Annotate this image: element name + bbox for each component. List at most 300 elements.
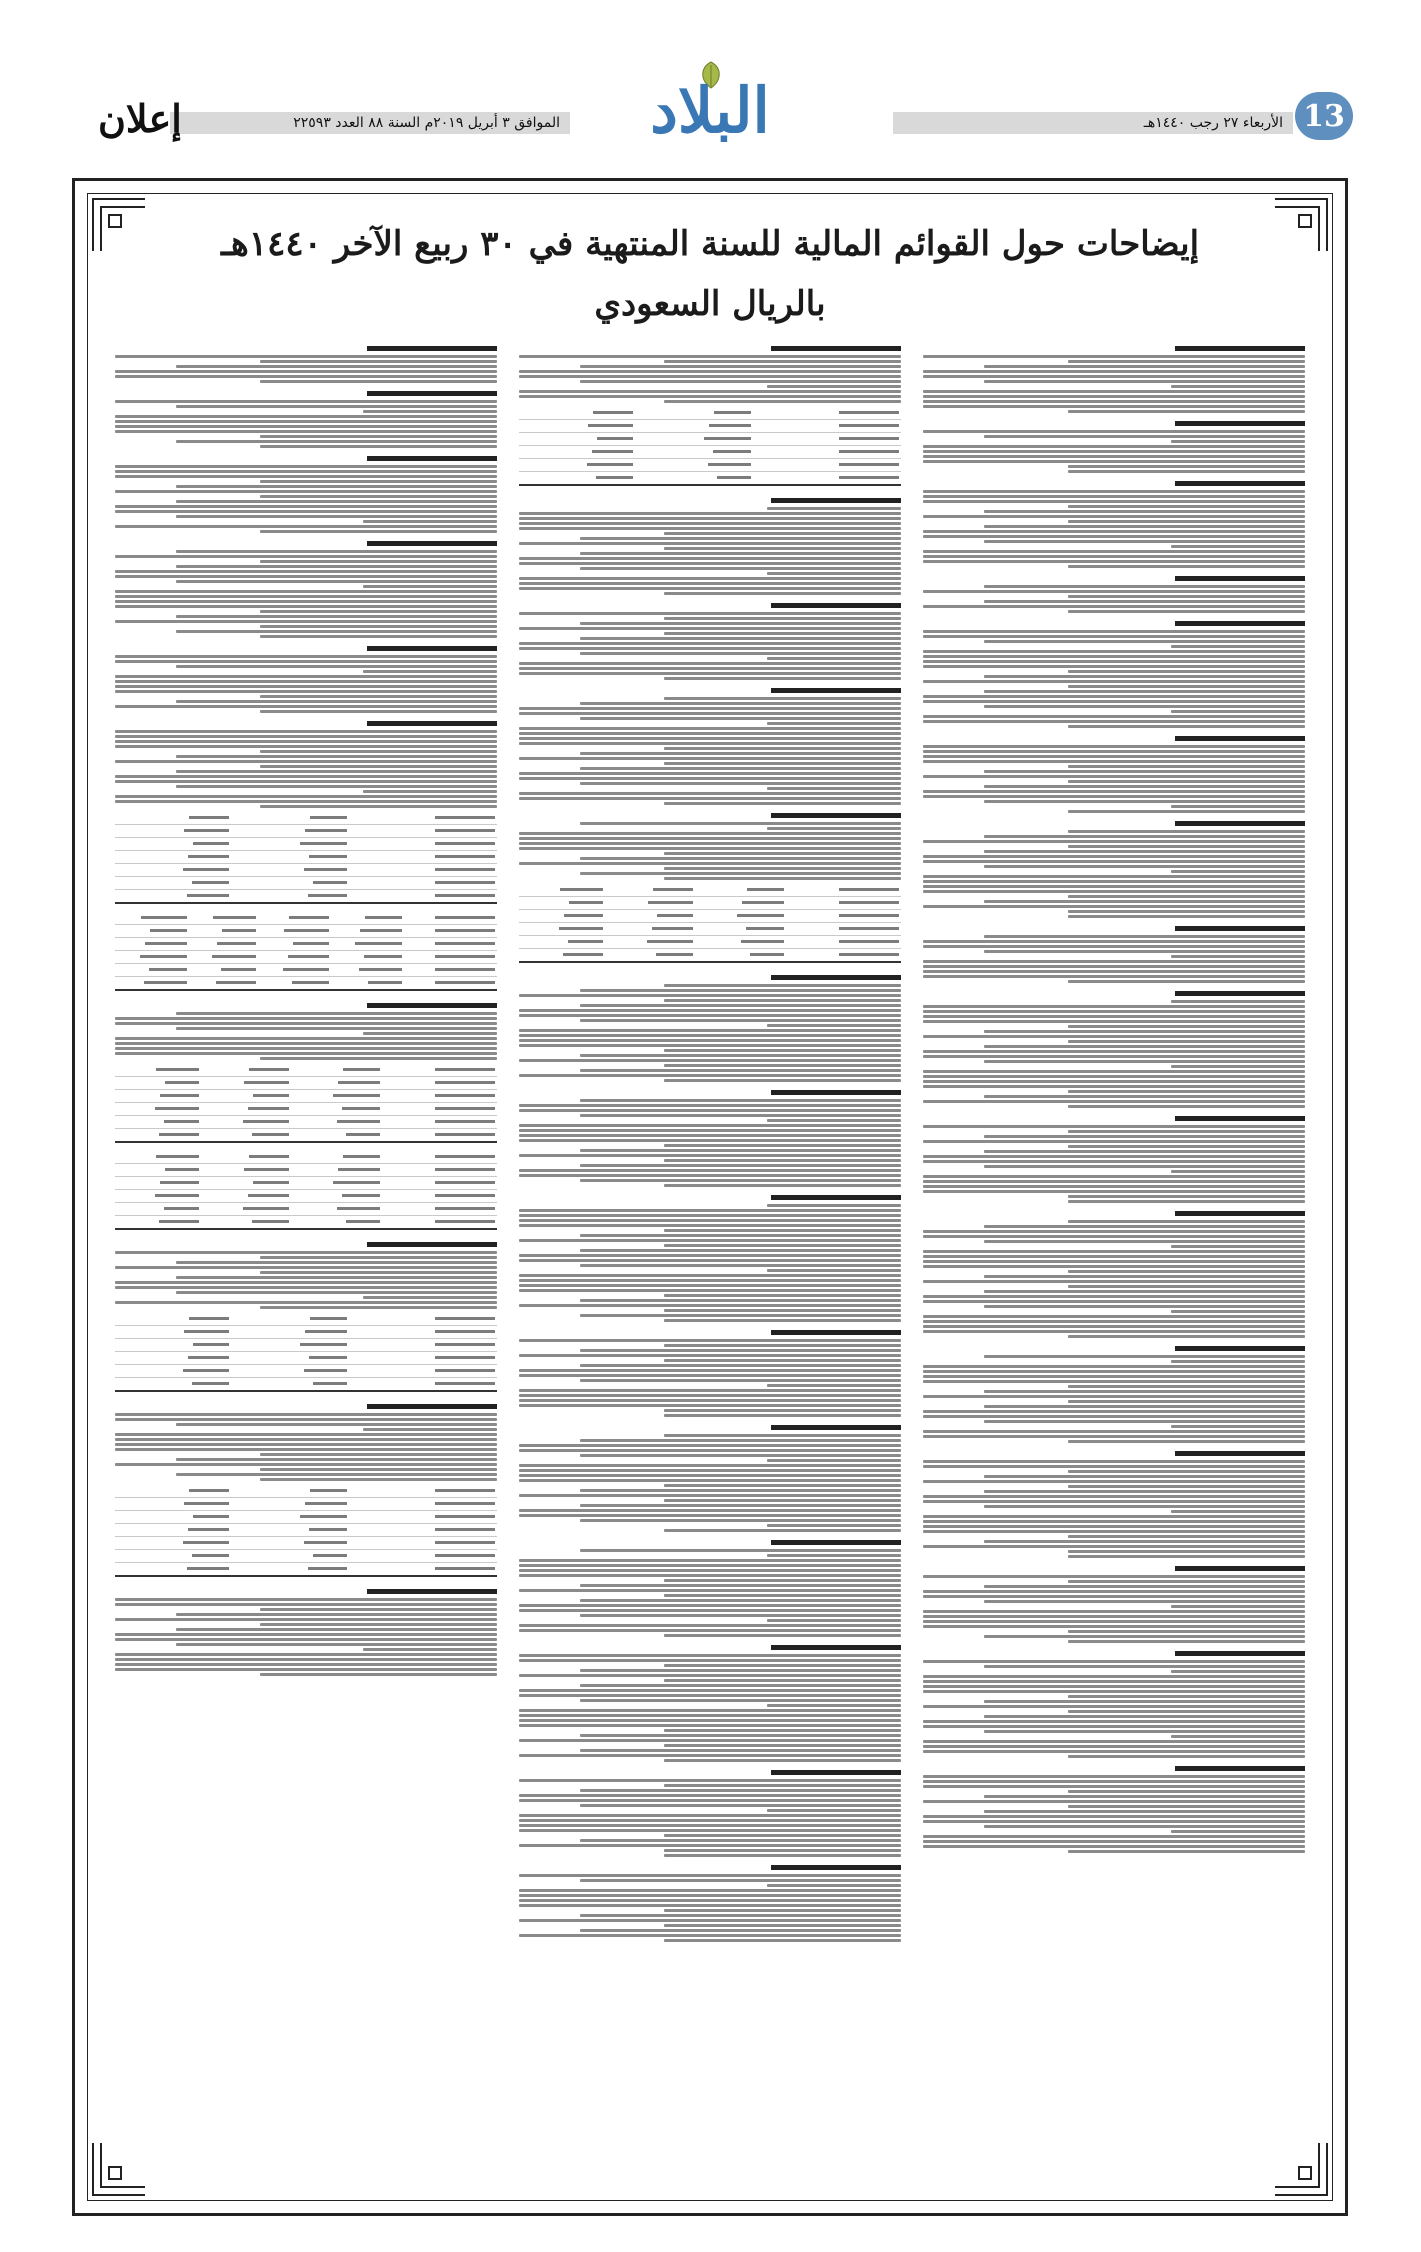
text-line-placeholder	[260, 480, 497, 483]
text-line-placeholder	[519, 1274, 901, 1277]
text-line-placeholder	[176, 500, 497, 503]
text-line-placeholder	[115, 1633, 497, 1636]
text-line-placeholder	[580, 622, 901, 625]
text-line-placeholder	[519, 1919, 901, 1922]
text-line-placeholder	[519, 1494, 901, 1497]
text-line-placeholder	[923, 1785, 1305, 1788]
text-line-placeholder	[260, 805, 497, 808]
text-line-placeholder	[176, 770, 497, 773]
note-heading-placeholder	[923, 1112, 1305, 1123]
text-line-placeholder	[1171, 1670, 1305, 1673]
text-line-placeholder	[260, 530, 497, 533]
text-line-placeholder	[115, 735, 497, 738]
text-line-placeholder	[580, 767, 901, 770]
text-line-placeholder	[260, 1453, 497, 1456]
text-line-placeholder	[923, 530, 1305, 533]
text-line-placeholder	[519, 1029, 901, 1032]
text-line-placeholder	[580, 1054, 901, 1057]
text-line-placeholder	[923, 940, 1305, 943]
text-line-placeholder	[115, 1413, 497, 1416]
advertisement-title: إيضاحات حول القوائم المالية للسنة المنتهية في ٣٠ ربيع الآخر ١٤٤٠هـ	[220, 224, 1200, 264]
text-line-placeholder	[115, 800, 497, 803]
text-line-placeholder	[519, 1714, 901, 1717]
text-line-placeholder	[923, 1015, 1305, 1018]
text-line-placeholder	[115, 685, 497, 688]
note-heading-placeholder	[923, 1342, 1305, 1353]
text-line-placeholder	[519, 1894, 901, 1897]
text-line-placeholder	[923, 590, 1305, 593]
text-line-placeholder	[1171, 1065, 1305, 1068]
text-line-placeholder	[260, 1271, 497, 1274]
text-line-placeholder	[1068, 595, 1305, 598]
text-line-placeholder	[1068, 505, 1305, 508]
text-line-placeholder	[664, 1409, 901, 1412]
text-line-placeholder	[984, 585, 1305, 588]
text-line-placeholder	[519, 1569, 901, 1572]
text-line-placeholder	[519, 737, 901, 740]
text-line-placeholder	[363, 670, 497, 673]
text-line-placeholder	[923, 1370, 1305, 1373]
text-line-placeholder	[664, 1344, 901, 1347]
text-line-placeholder	[519, 1129, 901, 1132]
text-line-placeholder	[519, 1104, 901, 1107]
text-line-placeholder	[115, 470, 497, 473]
text-line-placeholder	[115, 590, 497, 593]
text-line-placeholder	[923, 1520, 1305, 1523]
text-line-placeholder	[923, 965, 1305, 968]
text-line-placeholder	[580, 1149, 901, 1152]
text-line-placeholder	[115, 1022, 497, 1025]
text-line-placeholder	[519, 522, 901, 525]
text-line-placeholder	[923, 1845, 1305, 1848]
text-line-placeholder	[580, 1914, 901, 1917]
logo-wordmark: البلاد	[650, 74, 770, 147]
text-line-placeholder	[580, 1249, 901, 1252]
text-line-placeholder	[115, 655, 497, 658]
page-number-badge: 13	[1295, 92, 1353, 140]
note-heading-placeholder	[115, 999, 497, 1010]
text-line-placeholder	[519, 667, 901, 670]
text-line-placeholder	[1171, 1605, 1305, 1608]
text-line-placeholder	[923, 355, 1305, 358]
note-heading-placeholder	[519, 971, 901, 982]
text-line-placeholder	[115, 355, 497, 358]
text-line-placeholder	[519, 1659, 901, 1662]
text-line-placeholder	[923, 1230, 1305, 1233]
text-line-placeholder	[923, 1035, 1305, 1038]
text-line-placeholder	[923, 1255, 1305, 1258]
notes-column-right	[923, 339, 1305, 2173]
text-line-placeholder	[519, 1074, 901, 1077]
text-line-placeholder	[923, 945, 1305, 948]
text-line-placeholder	[519, 1284, 901, 1287]
text-line-placeholder	[984, 365, 1305, 368]
text-line-placeholder	[664, 547, 901, 550]
text-line-placeholder	[664, 400, 901, 403]
text-line-placeholder	[923, 1280, 1305, 1283]
corner-ornament-icon	[91, 197, 147, 253]
text-line-placeholder	[115, 660, 497, 663]
text-block-placeholder	[115, 355, 497, 383]
text-line-placeholder	[1068, 1790, 1305, 1793]
text-line-placeholder	[1068, 1850, 1305, 1853]
text-line-placeholder	[115, 1603, 497, 1606]
text-block-placeholder	[115, 655, 497, 713]
text-line-placeholder	[923, 1815, 1305, 1818]
text-line-placeholder	[984, 1030, 1305, 1033]
text-line-placeholder	[176, 1012, 497, 1015]
text-line-placeholder	[1068, 685, 1305, 688]
text-line-placeholder	[115, 680, 497, 683]
text-block-placeholder	[519, 1779, 901, 1857]
note-heading-placeholder	[923, 477, 1305, 488]
text-line-placeholder	[115, 1658, 497, 1661]
text-line-placeholder	[519, 1889, 901, 1892]
text-line-placeholder	[664, 1309, 901, 1312]
text-line-placeholder	[923, 370, 1305, 373]
text-line-placeholder	[363, 520, 497, 523]
text-line-placeholder	[1068, 1385, 1305, 1388]
text-line-placeholder	[923, 430, 1305, 433]
text-block-placeholder	[923, 630, 1305, 728]
text-line-placeholder	[519, 672, 901, 675]
text-line-placeholder	[519, 1564, 901, 1567]
text-line-placeholder	[1171, 805, 1305, 808]
text-line-placeholder	[1171, 870, 1305, 873]
text-line-placeholder	[1068, 1220, 1305, 1223]
text-line-placeholder	[984, 640, 1305, 643]
text-block-placeholder	[923, 490, 1305, 568]
text-line-placeholder	[664, 1924, 901, 1927]
text-line-placeholder	[519, 1339, 901, 1342]
text-line-placeholder	[519, 837, 901, 840]
note-heading-placeholder	[923, 1447, 1305, 1458]
text-line-placeholder	[580, 1004, 901, 1007]
text-line-placeholder	[923, 605, 1305, 608]
text-line-placeholder	[519, 517, 901, 520]
text-line-placeholder	[984, 1635, 1305, 1638]
text-line-placeholder	[923, 790, 1305, 793]
text-line-placeholder	[923, 1625, 1305, 1628]
text-line-placeholder	[363, 410, 497, 413]
text-line-placeholder	[580, 1599, 901, 1602]
text-line-placeholder	[984, 540, 1305, 543]
text-line-placeholder	[984, 1095, 1305, 1098]
text-line-placeholder	[519, 1209, 901, 1212]
text-line-placeholder	[519, 562, 901, 565]
text-line-placeholder	[984, 850, 1305, 853]
text-line-placeholder	[923, 660, 1305, 663]
text-line-placeholder	[984, 690, 1305, 693]
text-line-placeholder	[519, 1559, 901, 1562]
text-line-placeholder	[664, 532, 901, 535]
text-line-placeholder	[664, 747, 901, 750]
text-line-placeholder	[767, 1269, 901, 1272]
text-line-placeholder	[923, 1750, 1305, 1753]
text-line-placeholder	[1068, 810, 1305, 813]
text-line-placeholder	[1171, 1425, 1305, 1428]
text-line-placeholder	[984, 835, 1305, 838]
text-line-placeholder	[580, 1749, 901, 1752]
text-line-placeholder	[1171, 1170, 1305, 1173]
text-line-placeholder	[1068, 1040, 1305, 1043]
text-line-placeholder	[984, 525, 1305, 528]
text-line-placeholder	[519, 1014, 901, 1017]
text-line-placeholder	[519, 1389, 901, 1392]
text-line-placeholder	[923, 445, 1305, 448]
text-line-placeholder	[519, 370, 901, 373]
text-line-placeholder	[519, 1354, 901, 1357]
text-line-placeholder	[1068, 565, 1305, 568]
text-line-placeholder	[1171, 645, 1305, 648]
text-line-placeholder	[260, 495, 497, 498]
text-line-placeholder	[1171, 1510, 1305, 1513]
text-line-placeholder	[1068, 1755, 1305, 1758]
advertisement-frame	[72, 178, 1348, 2216]
note-heading-placeholder	[115, 342, 497, 353]
text-line-placeholder	[260, 1468, 497, 1471]
text-line-placeholder	[923, 490, 1305, 493]
text-line-placeholder	[923, 1185, 1305, 1188]
text-line-placeholder	[923, 665, 1305, 668]
text-line-placeholder	[923, 1610, 1305, 1613]
text-line-placeholder	[519, 587, 901, 590]
text-line-placeholder	[519, 1139, 901, 1142]
text-line-placeholder	[664, 1049, 901, 1052]
text-line-placeholder	[923, 880, 1305, 883]
text-line-placeholder	[923, 630, 1305, 633]
text-line-placeholder	[260, 625, 497, 628]
text-block-placeholder	[923, 1775, 1305, 1853]
text-line-placeholder	[984, 1420, 1305, 1423]
text-line-placeholder	[923, 975, 1305, 978]
text-line-placeholder	[580, 822, 901, 825]
text-line-placeholder	[923, 555, 1305, 558]
text-line-placeholder	[115, 1598, 497, 1601]
text-line-placeholder	[664, 697, 901, 700]
text-line-placeholder	[115, 1266, 497, 1269]
text-line-placeholder	[923, 550, 1305, 553]
text-block-placeholder	[519, 1874, 901, 1942]
text-line-placeholder	[923, 1775, 1305, 1778]
text-line-placeholder	[580, 872, 901, 875]
text-line-placeholder	[984, 1405, 1305, 1408]
text-line-placeholder	[519, 390, 901, 393]
text-line-placeholder	[923, 535, 1305, 538]
text-block-placeholder	[923, 1575, 1305, 1643]
section-title: إعلان	[98, 96, 182, 141]
text-line-placeholder	[984, 1810, 1305, 1813]
text-line-placeholder	[1068, 410, 1305, 413]
text-line-placeholder	[580, 1549, 901, 1552]
text-line-placeholder	[664, 1294, 901, 1297]
text-line-placeholder	[580, 1614, 901, 1617]
text-line-placeholder	[115, 690, 497, 693]
text-line-placeholder	[115, 760, 497, 763]
text-line-placeholder	[664, 1854, 901, 1857]
text-line-placeholder	[176, 1643, 497, 1646]
text-line-placeholder	[519, 1169, 901, 1172]
text-line-placeholder	[115, 1017, 497, 1020]
text-line-placeholder	[580, 537, 901, 540]
text-line-placeholder	[115, 1047, 497, 1050]
note-heading-placeholder	[519, 1861, 901, 1872]
text-line-placeholder	[115, 575, 497, 578]
text-line-placeholder	[580, 1234, 901, 1237]
text-line-placeholder	[519, 612, 901, 615]
text-line-placeholder	[176, 580, 497, 583]
note-heading-placeholder	[115, 537, 497, 548]
text-block-placeholder	[923, 935, 1305, 983]
text-line-placeholder	[519, 512, 901, 515]
text-line-placeholder	[260, 1057, 497, 1060]
text-line-placeholder	[115, 1653, 497, 1656]
text-line-placeholder	[1068, 1440, 1305, 1443]
text-line-placeholder	[580, 552, 901, 555]
text-line-placeholder	[1171, 1735, 1305, 1738]
text-block-placeholder	[519, 984, 901, 1082]
text-line-placeholder	[664, 1414, 901, 1417]
text-line-placeholder	[115, 795, 497, 798]
text-line-placeholder	[923, 1725, 1305, 1728]
text-line-placeholder	[923, 515, 1305, 518]
text-line-placeholder	[984, 510, 1305, 513]
text-block-placeholder	[115, 730, 497, 808]
text-line-placeholder	[923, 1590, 1305, 1593]
text-line-placeholder	[1068, 1710, 1305, 1713]
text-line-placeholder	[115, 465, 497, 468]
text-line-placeholder	[115, 425, 497, 428]
text-line-placeholder	[984, 1290, 1305, 1293]
text-line-placeholder	[260, 445, 497, 448]
text-line-placeholder	[176, 785, 497, 788]
financial-table-placeholder	[115, 1485, 497, 1577]
text-line-placeholder	[519, 375, 901, 378]
text-line-placeholder	[664, 1939, 901, 1942]
text-line-placeholder	[176, 485, 497, 488]
text-line-placeholder	[923, 1720, 1305, 1723]
note-heading-placeholder	[519, 599, 901, 610]
text-line-placeholder	[923, 1430, 1305, 1433]
text-line-placeholder	[767, 1384, 901, 1387]
text-line-placeholder	[1068, 1550, 1305, 1553]
text-line-placeholder	[115, 375, 497, 378]
text-line-placeholder	[176, 755, 497, 758]
text-line-placeholder	[580, 1454, 901, 1457]
text-line-placeholder	[923, 1705, 1305, 1708]
text-line-placeholder	[1068, 765, 1305, 768]
text-line-placeholder	[923, 960, 1305, 963]
text-block-placeholder	[519, 822, 901, 880]
text-line-placeholder	[519, 862, 901, 865]
note-heading-placeholder	[519, 1641, 901, 1652]
text-line-placeholder	[923, 1325, 1305, 1328]
text-line-placeholder	[923, 1265, 1305, 1268]
text-line-placeholder	[923, 1160, 1305, 1163]
text-line-placeholder	[519, 1304, 901, 1307]
text-line-placeholder	[580, 857, 901, 860]
text-line-placeholder	[519, 1604, 901, 1607]
text-line-placeholder	[1068, 1580, 1305, 1583]
text-line-placeholder	[519, 712, 901, 715]
advertisement-subtitle: بالريال السعودي	[594, 284, 826, 324]
text-line-placeholder	[519, 395, 901, 398]
text-line-placeholder	[580, 1929, 901, 1932]
text-line-placeholder	[923, 755, 1305, 758]
text-line-placeholder	[1068, 1285, 1305, 1288]
text-line-placeholder	[260, 560, 497, 563]
text-block-placeholder	[923, 585, 1305, 613]
text-line-placeholder	[1068, 1105, 1305, 1108]
text-line-placeholder	[923, 840, 1305, 843]
text-line-placeholder	[519, 1624, 901, 1627]
text-line-placeholder	[664, 1229, 901, 1232]
text-line-placeholder	[923, 455, 1305, 458]
text-line-placeholder	[1068, 470, 1305, 473]
text-line-placeholder	[519, 777, 901, 780]
text-line-placeholder	[580, 1164, 901, 1167]
text-line-placeholder	[767, 1554, 901, 1557]
text-line-placeholder	[664, 1434, 901, 1437]
text-line-placeholder	[260, 380, 497, 383]
note-heading-placeholder	[923, 732, 1305, 743]
text-line-placeholder	[176, 615, 497, 618]
text-line-placeholder	[664, 592, 901, 595]
notes-columns	[115, 339, 1305, 2173]
note-heading-placeholder	[923, 572, 1305, 583]
text-block-placeholder	[115, 550, 497, 638]
text-line-placeholder	[1068, 1400, 1305, 1403]
text-line-placeholder	[519, 1174, 901, 1177]
note-heading-placeholder	[519, 494, 901, 505]
text-line-placeholder	[580, 567, 901, 570]
text-line-placeholder	[580, 1364, 901, 1367]
note-heading-placeholder	[923, 1207, 1305, 1218]
text-line-placeholder	[923, 1020, 1305, 1023]
text-line-placeholder	[1068, 610, 1305, 613]
text-line-placeholder	[923, 1155, 1305, 1158]
text-line-placeholder	[984, 380, 1305, 383]
text-line-placeholder	[519, 627, 901, 630]
text-block-placeholder	[519, 612, 901, 680]
text-line-placeholder	[115, 730, 497, 733]
text-line-placeholder	[767, 722, 901, 725]
text-line-placeholder	[1171, 1245, 1305, 1248]
text-block-placeholder	[923, 1460, 1305, 1558]
text-block-placeholder	[115, 1012, 497, 1060]
text-line-placeholder	[519, 1444, 901, 1447]
text-line-placeholder	[519, 1794, 901, 1797]
text-line-placeholder	[923, 1465, 1305, 1468]
text-line-placeholder	[260, 1673, 497, 1676]
text-block-placeholder	[923, 430, 1305, 473]
text-line-placeholder	[984, 770, 1305, 773]
text-line-placeholder	[923, 1410, 1305, 1413]
newspaper-logo	[630, 60, 790, 152]
text-line-placeholder	[984, 1150, 1305, 1153]
text-block-placeholder	[923, 1220, 1305, 1338]
text-line-placeholder	[984, 675, 1305, 678]
text-line-placeholder	[176, 1423, 497, 1426]
gregorian-date-bar: الموافق ٣ أبريل ٢٠١٩م السنة ٨٨ العدد ٢٢٥٩٣	[170, 112, 570, 134]
text-line-placeholder	[580, 1699, 901, 1702]
financial-table-placeholder	[115, 1064, 497, 1143]
text-line-placeholder	[984, 705, 1305, 708]
text-line-placeholder	[984, 865, 1305, 868]
text-line-placeholder	[1068, 1145, 1305, 1148]
text-line-placeholder	[115, 775, 497, 778]
text-line-placeholder	[923, 400, 1305, 403]
